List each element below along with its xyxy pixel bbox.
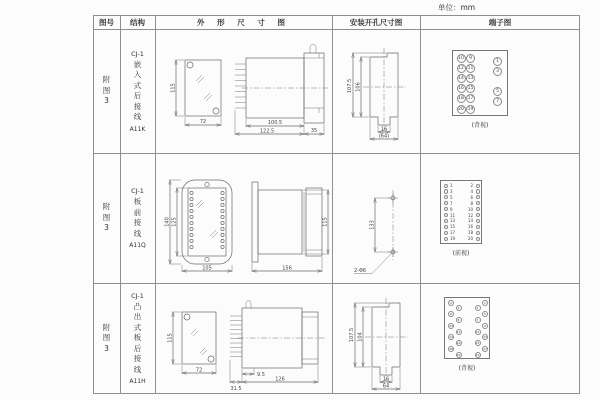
- terminal-circle: 3: [475, 305, 481, 311]
- terminal-circle: 13: [483, 335, 487, 340]
- terminal-circle: 16: [456, 341, 461, 346]
- fig-no-text: 附图3: [102, 75, 111, 106]
- dim-label: 125: [171, 217, 178, 227]
- terminal-circle: [444, 231, 448, 235]
- terminal-circle: 11: [467, 65, 474, 71]
- header-structure: 结构: [130, 17, 145, 27]
- terminal-number: 4: [470, 188, 473, 194]
- dim-label: 64: [382, 383, 390, 390]
- terminal-circle: 4: [456, 305, 462, 311]
- terminal-circle: [444, 219, 448, 223]
- dim-label: 16: [380, 126, 388, 133]
- terminal-circle: 17: [467, 96, 474, 102]
- fig-no-cell-row3: [93, 283, 120, 394]
- terminal-circle: 14: [449, 335, 453, 340]
- terminal-box-a11q: [440, 180, 482, 244]
- terminal-circle: 10: [449, 323, 453, 328]
- wiring-label: 板前接线: [133, 197, 142, 238]
- dim-label: 115: [170, 83, 177, 93]
- terminal-number: 3: [450, 188, 453, 194]
- dim-label: 107.5: [347, 78, 353, 94]
- code-label: A11H: [129, 378, 146, 386]
- table-hline: [93, 153, 580, 154]
- terminal-number: 12: [467, 212, 473, 218]
- terminal-number: 13: [450, 218, 456, 224]
- terminal-number: 7: [450, 200, 453, 206]
- terminal-number: 16: [467, 224, 473, 230]
- terminal-circle: 2: [448, 300, 454, 306]
- fig-no-text: 附图3: [102, 202, 111, 233]
- terminal-circle: [476, 189, 480, 193]
- terminal-circle: 3: [493, 67, 502, 76]
- terminal-number: 6: [470, 194, 473, 200]
- terminal-circle: 15: [467, 86, 474, 92]
- dim-label: 31.5: [230, 386, 242, 392]
- header-terminal: 端子图: [488, 17, 512, 27]
- terminal-number: 19: [450, 236, 456, 242]
- terminal-circle: [444, 201, 448, 205]
- wiring-label: 凸出式板后接线: [133, 301, 142, 374]
- code-label: A11K: [129, 125, 146, 133]
- dim-label: 72: [199, 119, 207, 125]
- fig-no-cell-row1: [93, 29, 120, 153]
- terminal-circle: 18: [449, 346, 453, 351]
- terminal-circle: 17: [483, 346, 487, 351]
- structure-cell-a11k: [120, 29, 155, 153]
- terminal-circle: [444, 225, 448, 229]
- dim-label: 72: [195, 367, 203, 374]
- terminal-circle: 18: [458, 96, 464, 102]
- table-vline: [332, 15, 333, 394]
- terminal-circle: [444, 207, 448, 211]
- model-label: CJ-1: [131, 49, 144, 58]
- table-hline: [93, 29, 580, 30]
- terminal-circle: 15: [475, 341, 480, 346]
- dim-label: 16: [382, 376, 390, 383]
- dim-label: 35: [310, 128, 318, 134]
- terminal-number: 10: [467, 206, 473, 212]
- terminal-circle: 1: [493, 57, 502, 66]
- terminal-circle: 20: [456, 352, 461, 357]
- header-install: 安装开孔尺寸图: [349, 17, 403, 27]
- terminal-caption-a11h: (背视): [458, 365, 476, 372]
- dim-label: 9.5: [257, 372, 265, 378]
- terminal-caption-a11q: (前视): [452, 250, 470, 257]
- terminal-circle: 19: [475, 352, 480, 357]
- terminal-box-a11h: [444, 297, 490, 359]
- dim-label: 140: [164, 217, 171, 227]
- terminal-box-a11k: [452, 50, 508, 116]
- terminal-number: 20: [467, 236, 473, 242]
- unit-label: 单位：mm: [438, 3, 476, 12]
- terminal-circle: 8: [456, 317, 462, 323]
- terminal-number: 18: [467, 230, 473, 236]
- model-label: CJ-1: [131, 291, 144, 300]
- terminal-circle: 12: [458, 65, 464, 71]
- terminal-number: 1: [450, 183, 453, 188]
- terminal-circle: 13: [467, 75, 474, 81]
- terminal-circle: [444, 237, 448, 241]
- table-vline: [155, 15, 156, 394]
- header-fig-no: 图号: [99, 17, 114, 27]
- terminal-circle: [476, 207, 480, 211]
- terminal-circle: 9: [466, 54, 475, 63]
- terminal-number: 17: [450, 230, 456, 236]
- header-outline: 外 形 尺 寸 图: [197, 17, 290, 27]
- terminal-circle: [444, 184, 448, 188]
- terminal-circle: [476, 219, 480, 223]
- terminal-circle: [444, 195, 448, 199]
- wiring-label: 嵌入式后接线: [133, 59, 142, 121]
- fig-no-cell-row2: [93, 153, 120, 283]
- install-drawing-a11k: [340, 42, 420, 144]
- dim-label: 115: [167, 333, 174, 343]
- terminal-caption-a11k: (背视): [471, 122, 489, 129]
- install-drawing-a11h: [342, 293, 422, 395]
- terminal-number: 2: [470, 183, 473, 188]
- dim-label: 156: [282, 265, 292, 272]
- dim-label: 107.5: [349, 327, 355, 343]
- dim-label: 115: [322, 217, 329, 227]
- dim-label: 122.5: [259, 128, 275, 135]
- terminal-circle: 7: [475, 317, 481, 323]
- terminal-number: 14: [467, 218, 473, 224]
- terminal-circle: 5: [482, 311, 488, 317]
- terminal-circle: 1: [482, 300, 488, 306]
- terminal-circle: [476, 195, 480, 199]
- dim-label: 126: [275, 376, 285, 383]
- terminal-circle: 10: [458, 55, 464, 61]
- terminal-circle: [444, 189, 448, 193]
- dim-label: 105: [202, 265, 212, 272]
- structure-cell-a11h: [120, 283, 155, 394]
- terminal-circle: 14: [458, 75, 464, 81]
- terminal-circle: [476, 225, 480, 229]
- terminal-circle: [476, 184, 480, 188]
- dim-label: 100.5: [267, 120, 283, 126]
- terminal-circle: 9: [482, 323, 488, 329]
- terminal-circle: [476, 231, 480, 235]
- terminal-circle: 7: [493, 97, 502, 106]
- terminal-circle: 16: [458, 86, 464, 92]
- terminal-number: 15: [450, 224, 456, 230]
- install-drawing-a11q: [348, 182, 418, 282]
- code-label: A11Q: [129, 242, 146, 249]
- terminal-circle: 20: [458, 106, 464, 112]
- dim-label: 133: [369, 220, 376, 230]
- dim-label: 106: [355, 82, 362, 92]
- terminal-number: 8: [470, 200, 473, 206]
- terminal-circle: 19: [467, 106, 474, 112]
- terminal-number: 5: [450, 194, 453, 200]
- terminal-number: 9: [450, 206, 453, 212]
- terminal-circle: [476, 201, 480, 205]
- hole-count-label: 2-Φ6: [354, 268, 367, 274]
- model-label: CJ-1: [131, 187, 144, 195]
- terminal-circle: 6: [448, 311, 454, 317]
- fig-no-text: 附图3: [102, 322, 111, 353]
- outline-drawing-a11q: [160, 172, 332, 280]
- dim-label: (64): [378, 133, 390, 140]
- table-hline: [93, 283, 580, 284]
- structure-cell-a11q: [120, 153, 155, 283]
- outline-drawing-a11h: [160, 298, 332, 394]
- terminal-circle: [476, 213, 480, 217]
- terminal-circle: 12: [456, 329, 461, 334]
- outline-drawing-a11k: [163, 38, 331, 146]
- terminal-number: 11: [450, 212, 456, 218]
- terminal-circle: 11: [475, 329, 480, 334]
- terminal-circle: [444, 213, 448, 217]
- terminal-circle: 5: [493, 87, 502, 96]
- terminal-circle: [476, 237, 480, 241]
- dim-label: 104: [357, 332, 364, 342]
